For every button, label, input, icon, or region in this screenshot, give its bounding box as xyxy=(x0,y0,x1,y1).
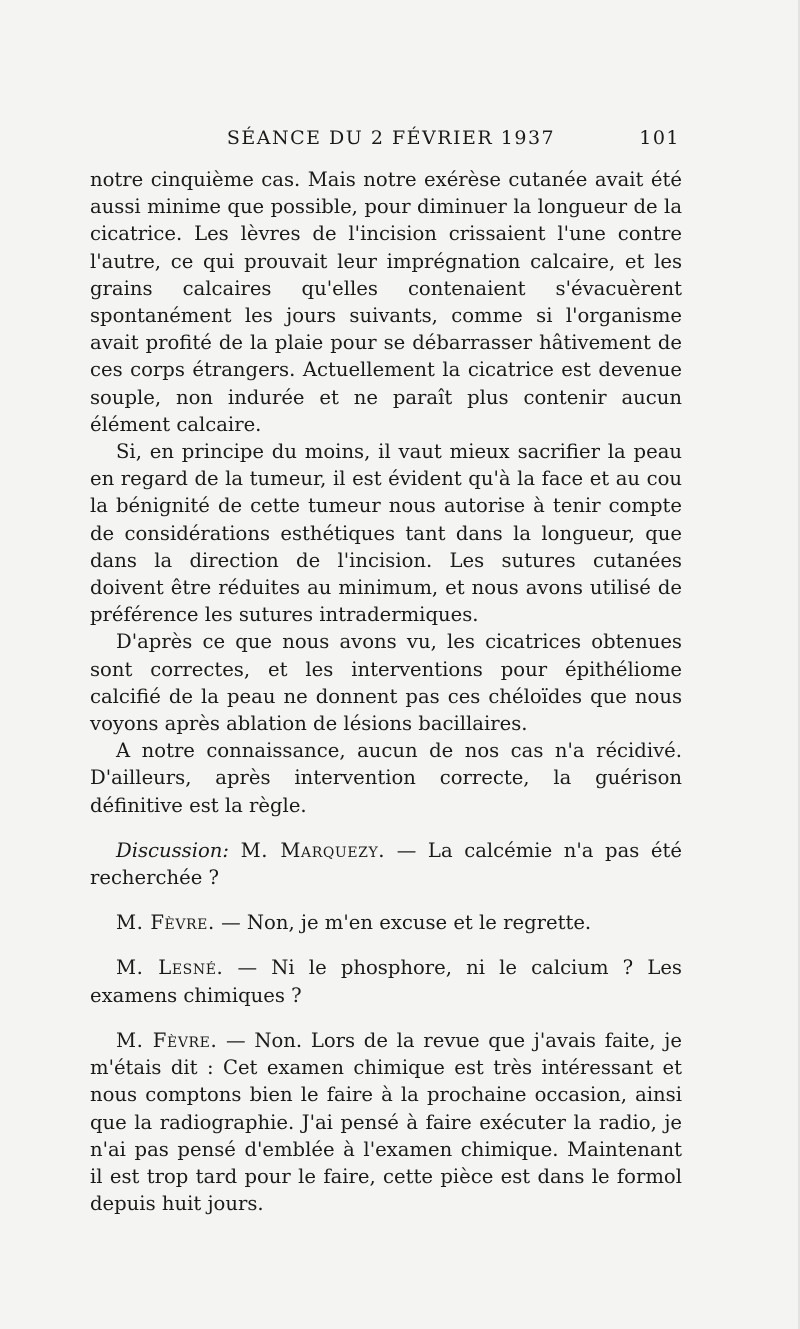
paragraph-principle: Si, en principe du moins, il vaut mieux sacrifier la peau en regard de la tumeur, il est évident qu'à la face et au cou la bénignité de cette tumeur nous autorise à tenir compte de considérations esthétiques tant dans la longueur, que dans la direction de l'incision. Les sutures cutanées doivent être réduites au minimum, et nous avons utilisé de préférence les sutures intradermiques. xyxy=(90,440,682,627)
running-header xyxy=(90,127,682,157)
discussion-lesne xyxy=(90,954,682,1008)
discussion-label: Discussion: xyxy=(116,838,230,862)
speaker-lesne: M. Lesné. xyxy=(116,956,224,980)
speech-fevre-1: — Non, je m'en excuse et le regrette. xyxy=(214,911,592,935)
paragraph-cicatrices: D'après ce que nous avons vu, les cicatrices obtenues sont correctes, et les interventions pour épithéliome calcifié de la peau ne donnent pas ces chéloïdes que nous voyons après ablation de lésions bacillaires. xyxy=(90,630,682,736)
running-title: SÉANCE DU 2 FÉVRIER 1937 xyxy=(226,127,556,149)
speech-fevre-2: — Non. Lors de la revue que j'avais faite, je m'étais dit : Cet examen chimique est très intéressant et nous comptons bien le faire à la prochaine occasion, ainsi que la radiographie. J'ai pensé à faire exécuter la radio, je n'ai pas pensé d'emblée à l'examen chimique. Maintenant il est trop tard pour le faire, cette pièce est dans le formol depuis huit jours. xyxy=(90,1028,682,1216)
discussion-marquezy xyxy=(90,837,682,891)
speaker-fevre: M. Fèvre. xyxy=(116,911,215,935)
page-number: 101 xyxy=(639,127,680,149)
speaker-fevre: M. Fèvre. xyxy=(116,1028,218,1052)
discussion-fevre-2 xyxy=(90,1027,682,1217)
paragraph-recidive: A notre connaissance, aucun de nos cas n'a récidivé. D'ailleurs, après intervention correcte, la guérison définitive est la règle. xyxy=(90,739,682,817)
speech-lesne: — Ni le phosphore, ni le calcium ? Les examens chimiques ? xyxy=(90,956,682,1007)
main-text xyxy=(90,166,682,1217)
discussion-fevre-1 xyxy=(90,909,682,936)
speaker-marquezy: M. Marquezy. xyxy=(240,838,386,862)
speech-marquezy: — La calcémie n'a pas été recherchée ? xyxy=(90,838,682,890)
paragraph-continuation: notre cinquième cas. Mais notre exérèse cutanée avait été aussi minime que possible, pour diminuer la longueur de la cicatrice. Les lèvres de l'incision crissaient l'une contre l'autre, ce qui prouvait leur imprégnation calcaire, et les grains calcaires qu'elles contenaient s'évacuèrent spontanément les jours suivants, comme si l'organisme avait profité de la plaie pour se débarrasser hâtivement de ces corps étrangers. Actuellement la cicatrice est devenue souple, non indurée et ne paraît plus contenir aucun élément calcaire. xyxy=(90,168,682,436)
